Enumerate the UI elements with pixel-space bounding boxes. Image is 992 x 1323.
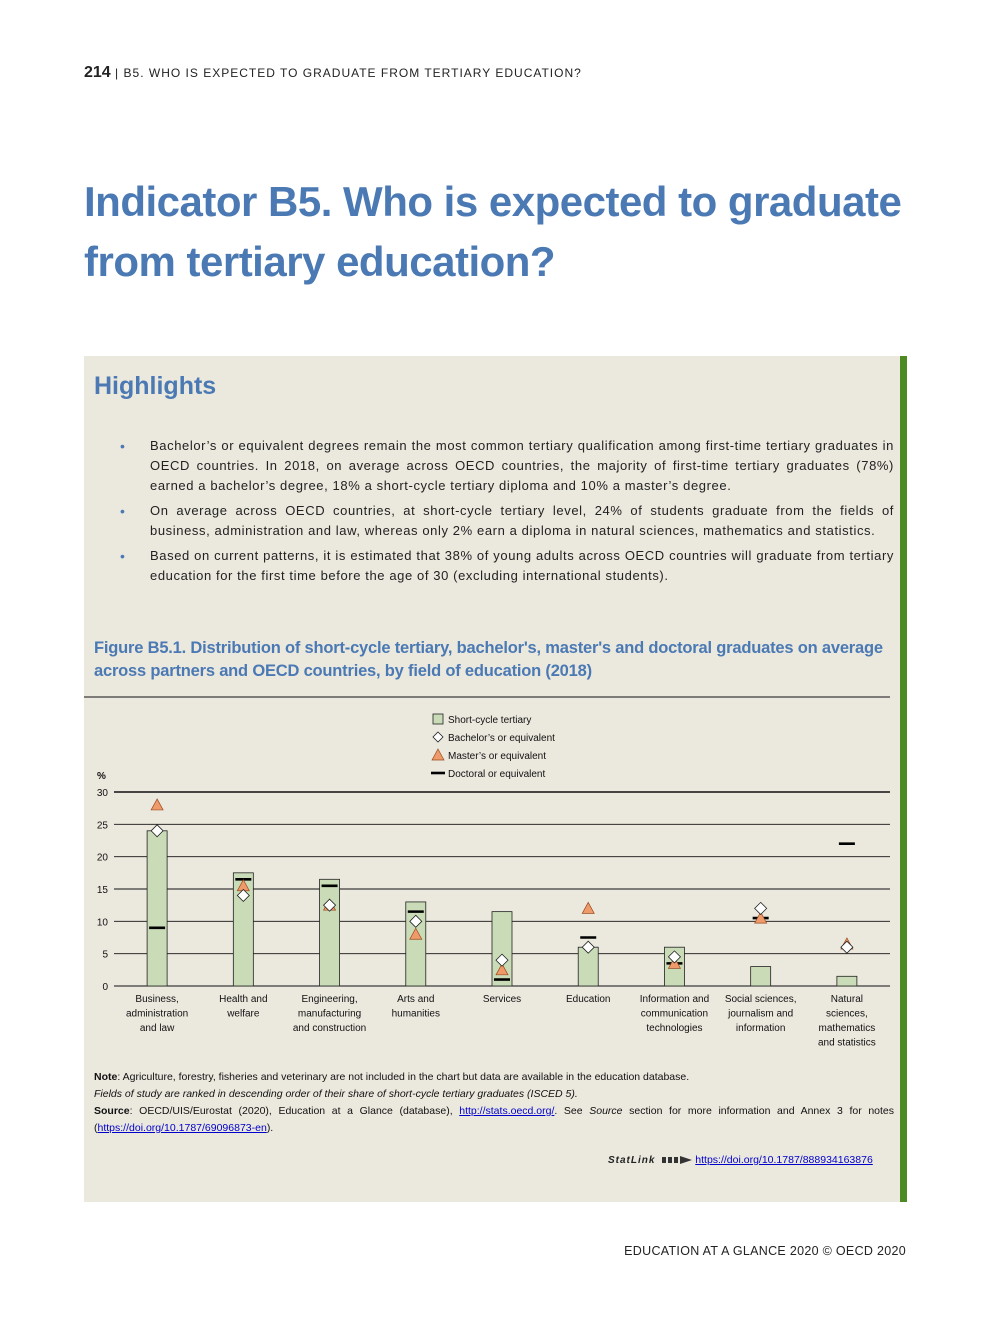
page-title: Indicator B5. Who is expected to graduate from tertiary education?	[84, 178, 902, 285]
bullet-icon: •	[120, 548, 126, 564]
list-item	[118, 546, 894, 586]
header-separator: |	[115, 66, 120, 80]
y-tick-label: 15	[96, 885, 108, 896]
bar	[837, 976, 857, 986]
figure-title: Figure B5.1. Distribution of short-cycle tertiary, bachelor's, master's and doctoral graduates on average across partners and OECD countries, by field of education (2018)	[94, 639, 883, 680]
bachelors-marker	[841, 941, 853, 953]
masters-marker	[582, 902, 594, 913]
legend-label: Doctoral or equivalent	[448, 769, 546, 780]
bullet-text: Based on current patterns, it is estimated that 38% of young adults across OECD countries will graduate from tertiary education for the first time before the age of 30 (excluding international students).	[150, 548, 894, 583]
source-label: Source	[94, 1105, 130, 1117]
source-text: : OECD/UIS/Eurostat (2020), Education at a Glance (database),	[129, 1105, 460, 1117]
bullet-text: Bachelor’s or equivalent degrees remain the most common tertiary qualification among first-time tertiary graduates in OECD countries. In 2018, on average across OECD countries, the majority of first-time tertiary graduates (78%) earned a bachelor’s degree, 18% a short-cycle tertiary diploma and 10% a master’s degree.	[150, 438, 894, 493]
ranking-note	[94, 1086, 894, 1103]
statlink-url[interactable]: https://doi.org/10.1787/888934163876	[695, 1154, 873, 1166]
highlights-list	[118, 436, 894, 591]
y-tick-label: 5	[102, 949, 108, 961]
bullet-icon: •	[120, 503, 126, 519]
x-category-label: Services	[482, 994, 522, 1005]
graduates-chart	[84, 690, 900, 1060]
legend-label: Master’s or equivalent	[448, 751, 547, 762]
x-category-label: Health and welfare	[219, 994, 268, 1020]
running-header	[84, 64, 582, 82]
legend-swatch-short-cycle	[433, 714, 443, 724]
page-footer: EDUCATION AT A GLANCE 2020 © OECD 2020	[624, 1244, 906, 1258]
running-title: B5. WHO IS EXPECTED TO GRADUATE FROM TERTIARY EDUCATION?	[123, 66, 582, 80]
x-category-label: Information and communication technologies	[639, 994, 710, 1034]
y-tick-label: 25	[96, 820, 108, 832]
x-category-label: Engineering, manufacturing and construction	[292, 994, 367, 1034]
statlink-logo: StatLink	[608, 1155, 656, 1166]
bullet-icon: •	[120, 438, 126, 454]
x-category-label: Social sciences, journalism and information	[724, 994, 797, 1034]
source-text: . See	[554, 1105, 590, 1117]
x-category-label: Business, administration and law	[125, 994, 189, 1034]
source-text: ).	[266, 1122, 274, 1134]
list-item	[118, 436, 894, 496]
note-line	[94, 1069, 894, 1086]
bachelors-marker	[755, 902, 767, 914]
source-text: section for more information and Annex 3 for notes (	[94, 1105, 895, 1134]
y-tick-label: 20	[96, 852, 108, 864]
statlink	[608, 1154, 873, 1166]
x-category-label: Natural sciences, mathematics and statistics	[817, 994, 876, 1049]
panel-accent-bar	[900, 356, 907, 1202]
bar	[406, 902, 426, 986]
legend-swatch-masters	[432, 749, 444, 760]
stats-link[interactable]: http://stats.oecd.org/	[459, 1105, 555, 1117]
ranking-text: Fields of study are ranked in descending order of their share of short-cycle tertiary graduates (ISCED 5).	[94, 1088, 578, 1100]
legend-swatch-bachelors	[433, 732, 443, 742]
statlink-arrow-icon	[662, 1156, 692, 1164]
legend-label: Bachelor’s or equivalent	[448, 733, 555, 744]
bullet-text: On average across OECD countries, at short-cycle tertiary level, 24% of students graduate from the fields of business, administration and law, whereas only 2% earn a diploma in natural sciences, mathematics and statistics.	[150, 503, 894, 538]
y-tick-label: 10	[96, 917, 108, 929]
y-tick-label: 0	[102, 982, 108, 993]
bar	[320, 879, 340, 986]
annex-link[interactable]: https://doi.org/10.1787/69096873-en	[97, 1122, 267, 1134]
legend-label: Short-cycle tertiary	[448, 715, 532, 726]
highlights-heading: Highlights	[94, 372, 217, 400]
masters-marker	[151, 799, 163, 810]
x-category-label: Arts and humanities	[391, 994, 440, 1020]
note-text: : Agriculture, forestry, fisheries and veterinary are not included in the chart but data are available in the education database.	[117, 1071, 690, 1083]
y-tick-label: 30	[96, 788, 108, 799]
y-axis-label: %	[97, 771, 106, 782]
source-italic: Source	[589, 1105, 623, 1117]
note-label: Note	[94, 1071, 118, 1083]
source-line	[94, 1103, 894, 1137]
list-item	[118, 501, 894, 541]
chart-notes	[94, 1069, 894, 1137]
x-category-label: Education	[565, 994, 611, 1005]
bar	[147, 831, 167, 986]
page-number: 214	[84, 64, 111, 81]
bar	[751, 967, 771, 986]
